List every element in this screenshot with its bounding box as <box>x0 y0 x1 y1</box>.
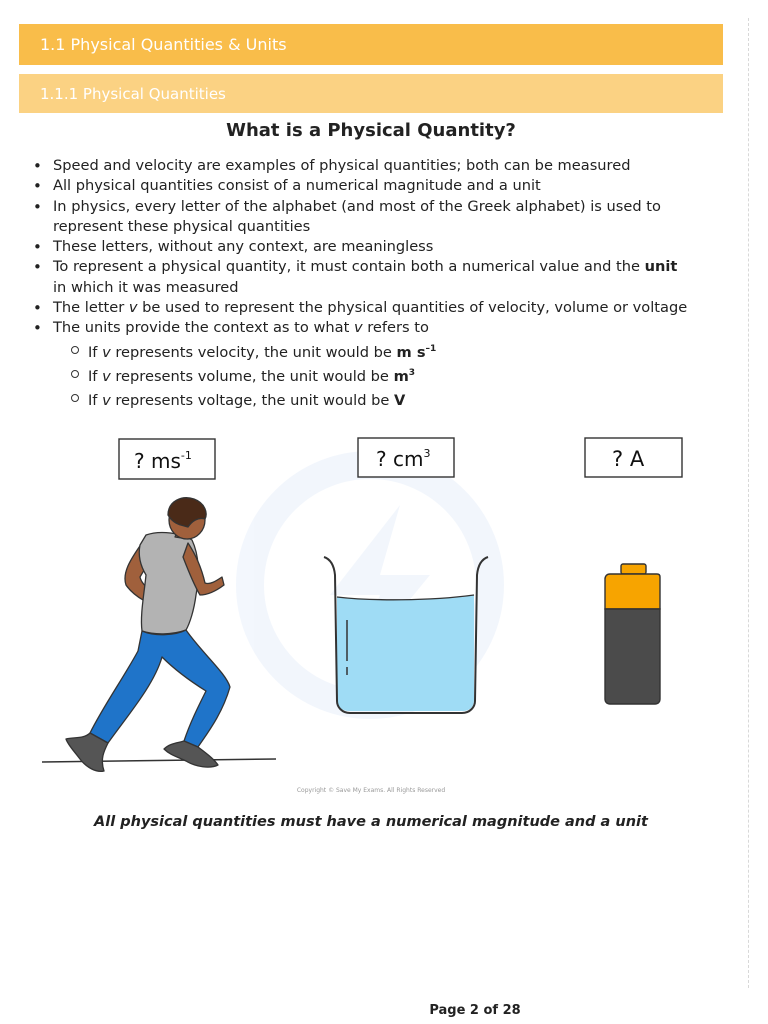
list-item: • The units provide the context as to what v refers to If v represents velocity, the unit would be m $s^{-1}$ If v represents volume, the unit would be $m^3$ If v represents voltage, the unit would be V <box>32 318 732 411</box>
list-item: • All physical quantities consist of a numerical magnitude and a unit <box>32 176 732 196</box>
section-header <box>19 24 723 65</box>
svg-text:? A: ? A <box>612 447 645 471</box>
current-unit-label <box>585 438 682 477</box>
runner-figure <box>66 498 230 772</box>
sub-bullet-list <box>53 339 732 411</box>
list-item: • To represent a physical quantity, it must contain both a numerical value and the unit in which it was measured <box>32 257 732 298</box>
sub-list-item: If v represents voltage, the unit would be V <box>53 387 732 411</box>
page-number: Page 2 of 28 <box>429 1003 521 1018</box>
battery-icon <box>605 564 660 704</box>
svg-text:? ms-1: ? $ms^{-1}$ <box>134 449 192 473</box>
list-item: • These letters, without any context, are meaningless <box>32 237 732 257</box>
bullet-list <box>32 156 732 411</box>
unit-emphasis: unit <box>644 258 678 276</box>
volume-unit-label <box>358 438 454 477</box>
section-title: 1.1 Physical Quantities & Units <box>40 35 287 54</box>
list-item: • In physics, every letter of the alphabet (and most of the Greek alphabet) is used to represent these physical quantities <box>32 197 732 238</box>
subsection-title: 1.1.1 Physical Quantities <box>40 84 226 103</box>
list-item: • Speed and velocity are examples of physical quantities; both can be measured <box>32 156 732 176</box>
svg-text:? cm3: ? $cm^3$ <box>376 447 431 471</box>
subsection-header <box>19 74 723 113</box>
figure-caption: All physical quantities must have a numerical magnitude and a unit <box>94 814 648 830</box>
ground-line <box>42 759 276 762</box>
page-title: What is a Physical Quantity? <box>226 120 516 141</box>
sub-list-item: If v represents velocity, the unit would be m $s^{-1}$ <box>53 339 732 363</box>
copyright-text: Copyright © Save My Exams. All Rights Reserved <box>296 787 446 794</box>
illustration <box>0 425 768 805</box>
sub-list-item: If v represents volume, the unit would be $m^3$ <box>53 363 732 387</box>
list-item: • The letter v be used to represent the physical quantities of velocity, volume or voltage <box>32 298 732 318</box>
water <box>337 595 474 711</box>
velocity-unit-label <box>119 439 215 479</box>
